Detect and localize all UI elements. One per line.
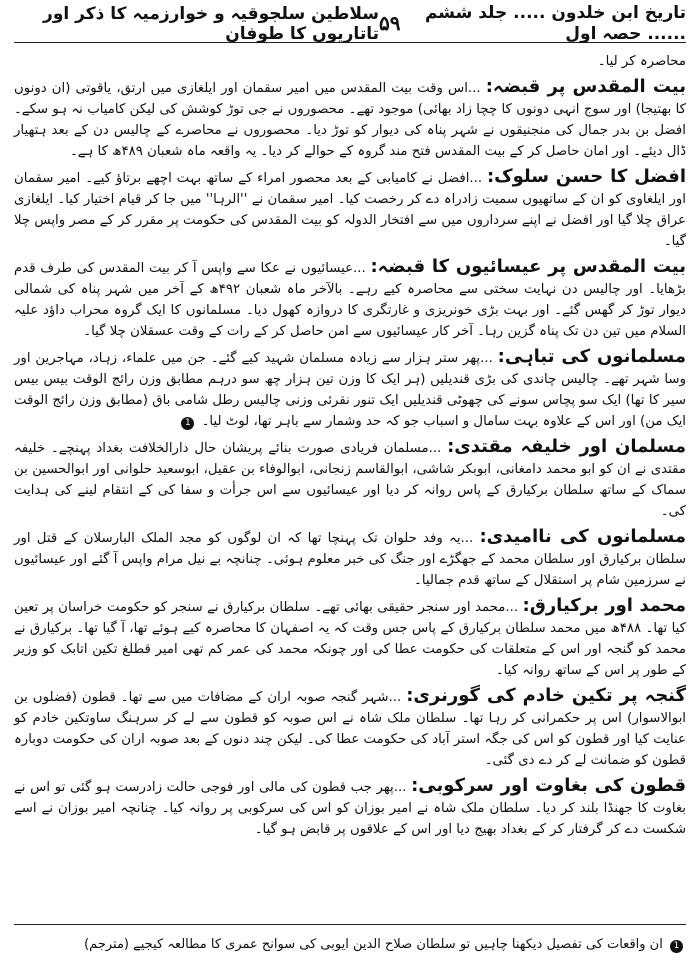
paragraph-7-text: ...محمد اور سنجر حقیقی بھائی تھے۔ سلطان برکیارق نے سنجر کو حکومت خراسان پر تعین کیا تھا۔ ۴۸۸ھ میں محمد سلطان برکیارق کے پاس جس وقت کہ یہ اصفہان کا محاصرہ کیے ہوئے تھا، آ گیا تھا۔ برکیارق نے محمد کو گنجہ اور اس کے متعلقات کی حکومت عطا کی اور چونکہ محمد کی عمر کم تھی امیر قطلغ تکین اتابک کو وزیر کے طور پر اس کے ساتھ روانہ کیا۔	[14, 600, 686, 678]
footnote-ref-marker[interactable]: 1	[181, 417, 194, 430]
paragraph-2-heading: افضل کا حسن سلوک:	[486, 166, 686, 187]
paragraph-4	[14, 346, 686, 432]
paragraph-4-heading: مسلمانوں کی تباہی:	[497, 346, 686, 367]
header-chapter-title: سلاطین سلجوقیہ و خوارزمیہ کا ذکر اور تاتاریوں کا طوفان	[43, 3, 379, 44]
paragraph-9-text: ...پھر جب قطون کی مالی اور فوجی حالت زادرست ہو گئی تو اس نے بغاوت کا جھنڈا بلند کر دیا۔ سلطان ملک شاہ نے امیر بوزان کو اس کی سرکوبی پر روانہ کیا۔ چنانچہ امیر بوزان نے اسے شکست دے کر گرفتار کر کے بغداد بھیج دیا اور اس کے علاقوں پر قابض ہو گیا۔	[14, 780, 686, 837]
paragraph-5-heading: مسلمان اور خلیفہ مقتدی:	[447, 436, 686, 457]
paragraph-1-heading: بیت المقدس پر قبضہ:	[485, 76, 687, 97]
running-header	[14, 2, 686, 44]
paragraph-4-text: ...پھر ستر ہزار سے زیادہ مسلمان شہید کیے گئے۔ جن میں علماء، زہاد، مہاجرین اور وسا شہر تھے۔ چالیس چاندی کی بڑی قندیلیں (ہر ایک کا وزن تین ہزار چھ سو درہم مطابق وزن رائج الوقت بیس بیس سیر کا تھا) ایک سو پچاس سونے کی چھوٹی قندیلیں ایک تنور نقرئی وزنی چالیس رطل شامی باق (مطابق وزن رائج الوقت ایک من) اور اس کے علاوہ بہت سامال و اسباب جو کہ حد وشمار سے باہر تھا، لوٹ لیا۔	[14, 351, 686, 429]
paragraph-6-text: ...یہ وفد حلوان تک پہنچا تھا کہ ان لوگوں کو مجد الملک البارسلان کے قتل اور سلطان برکیارق اور سلطان محمد کے جھگڑے اور جنگ کی خبر معلوم ہوئی۔ چنانچہ بے نیل مرام واپس آ گئے اور عیسائیوں نے سرزمین شام پر استقلال کے ساتھ قدم جمالیا۔	[14, 531, 686, 588]
paragraph-2-text: ...افضل نے کامیابی کے بعد محصور امراء کے ساتھ بہت اچھے برتاؤ کیے۔ امیر سقمان اور ایلغاوی کو ان کے ساتھیوں سمیت زادراہ دے کر رخصت کیا۔ امیر سقمان نے ''الرہا'' میں جا کر قیام اختیار کیا۔ ایلغازی عراق چلا گیا اور افضل نے اپنے سرداروں میں سے افتخار الدولہ کو بیت المقدس کی حکومت پر مقرر کر کے مصر واپس چلا گیا۔	[14, 171, 686, 249]
paragraph-2	[14, 166, 686, 252]
paragraph-5	[14, 436, 686, 522]
paragraph-7-heading: محمد اور برکیارق:	[522, 595, 686, 616]
footnote-text: ان واقعات کی تفصیل دیکھنا چاہیں تو سلطان صلاح الدین ایوبی کی سوانح عمری کا مطالعہ کیجیے (مترجم)	[84, 937, 663, 952]
paragraph-8	[14, 685, 686, 771]
paragraph-6	[14, 526, 686, 591]
paragraph-9	[14, 775, 686, 840]
paragraph-8-text: ...شہر گنجہ صوبہ اران کے مضافات میں سے تھا۔ قطون (فضلوں بن ابوالاسوار) اس پر حکمرانی کر رہا تھا۔ سلطان ملک شاہ نے اس صوبہ کو قطون سے لے کر سرہنگ ساوتکین خادم کو عنایت کیا اور قطون کو اس کی جگہ استر آباد کی حکومت عطا کی۔ لیکن چند دنوں کے بعد صوبہ اران کی حکومت دوبارہ قطون کو ضمانت لے کر دے دی گئی۔	[14, 690, 686, 768]
paragraph-5-text: ...مسلمان فریادی صورت بنائے پریشان حال دارالخلافت بغداد پہنچے۔ خلیفہ مقتدی نے ان کو ابو محمد دامغانی، ابوبکر شاشی، ابوالقاسم زنجانی، ابوالوفاء بن عقیل، ابوسعید حلوانی اور ابوالحسین بن سماک کے ساتھ سلطان برکیارق کے پاس روانہ کر دیا اور عیسائیوں سے اس جرأت و سفا کی کے انتقام لینے کی ہدایت کی۔	[14, 441, 686, 519]
paragraph-7	[14, 595, 686, 681]
paragraph-8-heading: گنجہ پر تکین خادم کی گورنری:	[406, 685, 686, 706]
header-book-title: تاریخ ابن خلدون ..... جلد ششم ...... حصہ اول	[424, 2, 686, 44]
paragraph-3	[14, 256, 686, 342]
paragraph-1	[14, 76, 686, 162]
page-number: ۵۹	[378, 11, 401, 35]
footnote-rule	[14, 924, 686, 925]
footnote	[14, 937, 686, 953]
paragraph-1-text: ...اس وقت بیت المقدس میں امیر سقمان اور ایلغازی میں ارتق، یاقوتی (ان دونوں کا بھتیجا) اور سوج انہی دونوں کا چچا زاد بھائی) موجود تھے۔ محصوروں نے جی توڑ کوشش کی لیکن کامیاب نہ ہو سکے۔ افضل بن بدر جمال کی منجنیقوں نے شہر پناہ کی دیوار کو توڑ دیا۔ محصوروں نے محاصرے کے چالیس دن کے بعد ہتھیار ڈال دیئے۔ اور امان حاصل کر کے بیت المقدس فتح مند گروہ کے حوالے کر دیا۔ یہ واقعہ ماہ شعبان ۴۸۹ھ کا ہے۔	[14, 81, 686, 159]
footnote-marker: 1	[670, 940, 683, 953]
paragraph-3-heading: بیت المقدس پر عیسائیوں کا قبضہ:	[370, 256, 687, 277]
paragraph-6-heading: مسلمانوں کی ناامیدی:	[479, 526, 687, 547]
paragraph-0-text: محاصرہ کر لیا۔	[597, 54, 686, 69]
paragraph-9-heading: قطون کی بغاوت اور سرکوبی:	[411, 775, 686, 796]
paragraph-3-text: ...عیسائیوں نے عکا سے واپس آ کر بیت المقدس کی طرف قدم بڑھایا۔ اور چالیس دن نہایت سختی سے محاصرہ کیے رہے۔ بالآخر ماہ شعبان ۴۹۲ھ کے آخر میں شہر پناہ کی شمالی دیوار توڑ کر گھس گئے۔ اور بہت بڑی خونریزی و غارتگری کا دروازہ کھول دیا۔ مسلمانوں کا ایک گروہ محراب داؤد علیہ السلام میں تین دن تک پناہ گزین رہا۔ آخر کار عیسائیوں سے امن حاصل کر کے رات کے وقت عسقلان چلا گیا۔	[14, 261, 687, 339]
body-text	[14, 51, 686, 840]
paragraph-0	[14, 51, 686, 72]
